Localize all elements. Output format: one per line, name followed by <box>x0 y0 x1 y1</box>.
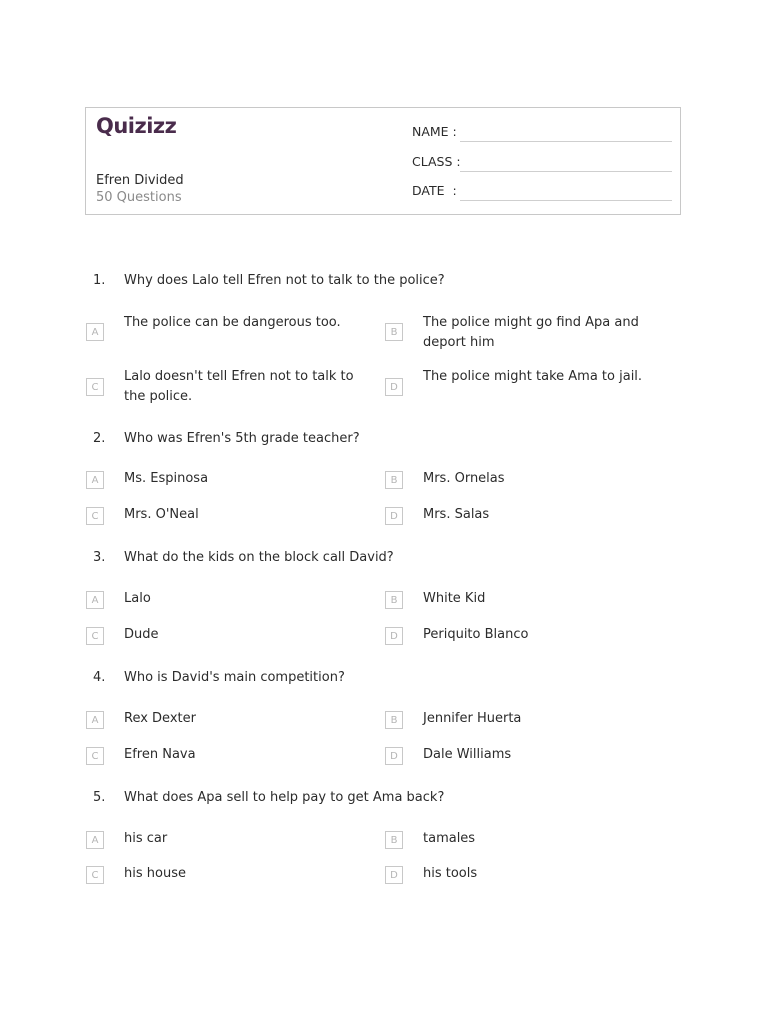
option-text: his tools <box>423 866 478 881</box>
option-text: The police can be dangerous too. <box>124 315 341 330</box>
question-number: 5. <box>93 790 106 805</box>
name-line[interactable] <box>460 141 672 142</box>
option-text: Lalo <box>124 591 151 606</box>
question-count: 50 Questions <box>96 190 182 205</box>
option-letter-box[interactable]: C <box>86 378 104 396</box>
option-text: The police might take Ama to jail. <box>423 369 643 384</box>
question-text: Who is David's main competition? <box>124 670 345 685</box>
class-line[interactable] <box>460 171 672 172</box>
option-text: Mrs. O'Neal <box>124 507 199 522</box>
option-letter-box[interactable]: D <box>385 378 403 396</box>
option-letter-box[interactable]: B <box>385 831 403 849</box>
question-text: Why does Lalo tell Efren not to talk to the police? <box>124 273 445 288</box>
option-text: Lalo doesn't tell Efren not to talk to the police. <box>124 369 354 404</box>
option-letter-box[interactable]: D <box>385 747 403 765</box>
class-field[interactable] <box>412 154 672 172</box>
date-field[interactable] <box>412 183 672 201</box>
option-letter-box[interactable]: C <box>86 507 104 525</box>
question-number: 2. <box>93 431 106 446</box>
quizizz-logo: Quizizz <box>96 114 177 138</box>
option-letter-box[interactable]: B <box>385 591 403 609</box>
question-text: What do the kids on the block call David? <box>124 550 394 565</box>
option-letter-box[interactable]: A <box>86 831 104 849</box>
option-letter-box[interactable]: B <box>385 323 403 341</box>
option-letter-box[interactable]: A <box>86 323 104 341</box>
option-letter-box[interactable]: D <box>385 627 403 645</box>
option-text: Dale Williams <box>423 747 512 762</box>
option-text: his car <box>124 831 168 846</box>
option-letter-box[interactable]: A <box>86 471 104 489</box>
option-letter-box[interactable]: A <box>86 711 104 729</box>
date-line[interactable] <box>460 200 672 201</box>
option-text: his house <box>124 866 186 881</box>
option-text: Periquito Blanco <box>423 627 529 642</box>
option-text: Rex Dexter <box>124 711 196 726</box>
option-text: Mrs. Salas <box>423 507 490 522</box>
name-field[interactable] <box>412 124 672 142</box>
option-letter-box[interactable]: A <box>86 591 104 609</box>
question-text: What does Apa sell to help pay to get Ama back? <box>124 790 445 805</box>
date-label: DATE : <box>412 183 457 198</box>
question-number: 3. <box>93 550 106 565</box>
option-text: tamales <box>423 831 476 846</box>
option-text: Dude <box>124 627 159 642</box>
option-text: Mrs. Ornelas <box>423 471 505 486</box>
class-label: CLASS : <box>412 154 461 169</box>
option-letter-box[interactable]: B <box>385 471 403 489</box>
option-text: The police might go find Apa and deport him <box>423 315 639 350</box>
option-text: White Kid <box>423 591 486 606</box>
option-letter-box[interactable]: D <box>385 866 403 884</box>
question-number: 4. <box>93 670 106 685</box>
option-letter-box[interactable]: C <box>86 747 104 765</box>
question-text: Who was Efren's 5th grade teacher? <box>124 431 360 446</box>
option-text: Efren Nava <box>124 747 196 762</box>
worksheet-title: Efren Divided <box>96 173 184 188</box>
option-text: Ms. Espinosa <box>124 471 209 486</box>
option-text: Jennifer Huerta <box>423 711 522 726</box>
option-letter-box[interactable]: B <box>385 711 403 729</box>
name-label: NAME : <box>412 124 457 139</box>
worksheet-header <box>85 107 681 215</box>
option-letter-box[interactable]: D <box>385 507 403 525</box>
option-letter-box[interactable]: C <box>86 627 104 645</box>
option-letter-box[interactable]: C <box>86 866 104 884</box>
question-number: 1. <box>93 273 106 288</box>
